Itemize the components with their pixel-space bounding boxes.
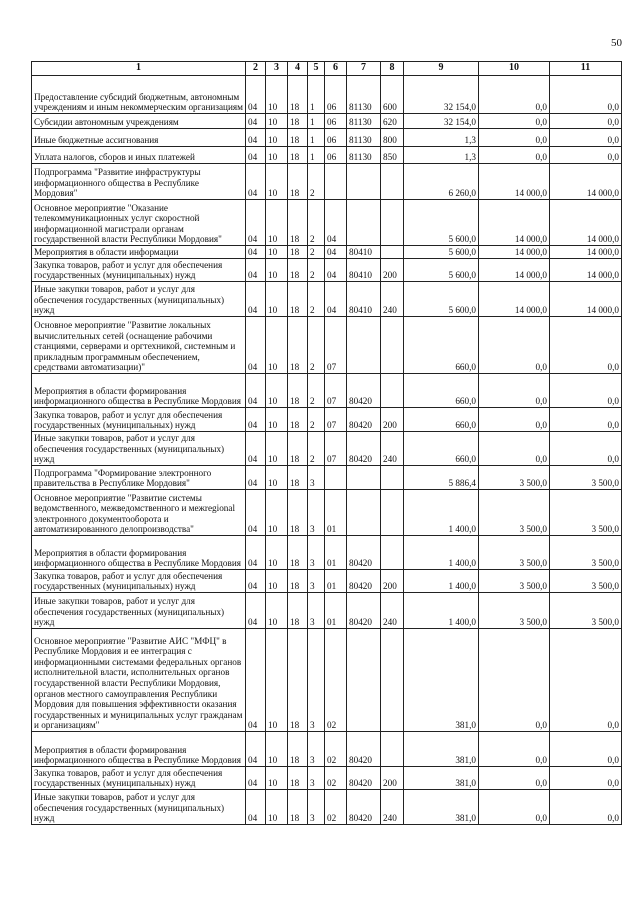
amount-year-1: 32 154,0 [404, 76, 479, 114]
program-code: 18 [288, 246, 308, 259]
column-header: 10 [479, 62, 550, 76]
row-name: Уплата налогов, сборов и иных платежей [32, 147, 246, 164]
column-header: 4 [288, 62, 308, 76]
amount-year-2: 3 500,0 [479, 536, 550, 570]
subsection-code: 10 [266, 767, 288, 790]
section-code: 04 [246, 732, 266, 767]
table-row [32, 76, 622, 114]
program-code: 18 [288, 76, 308, 114]
expense-type-code [381, 317, 404, 374]
section-code: 04 [246, 114, 266, 129]
amount-year-2: 3 500,0 [479, 593, 550, 629]
section-code: 04 [246, 147, 266, 164]
amount-year-3: 3 500,0 [550, 593, 622, 629]
expense-type-code [381, 246, 404, 259]
activity-code: 04 [325, 282, 347, 317]
section-code: 04 [246, 164, 266, 200]
section-code: 04 [246, 317, 266, 374]
subsection-code: 10 [266, 147, 288, 164]
subprogram-code: 1 [308, 114, 325, 129]
amount-year-3: 0,0 [550, 114, 622, 129]
section-code: 04 [246, 408, 266, 432]
activity-code: 02 [325, 629, 347, 732]
program-code: 18 [288, 114, 308, 129]
row-name: Подпрограмма "Развитие инфраструктуры информационного общества в Республике Мордовия" [32, 164, 246, 200]
column-header: 2 [246, 62, 266, 76]
expense-type-code: 850 [381, 147, 404, 164]
section-code: 04 [246, 200, 266, 246]
section-code: 04 [246, 246, 266, 259]
subsection-code: 10 [266, 490, 288, 536]
subprogram-code: 2 [308, 317, 325, 374]
subsection-code: 10 [266, 408, 288, 432]
amount-year-3: 0,0 [550, 790, 622, 825]
amount-year-1: 660,0 [404, 374, 479, 408]
amount-year-3: 14 000,0 [550, 259, 622, 282]
target-code: 80420 [347, 536, 381, 570]
activity-code: 07 [325, 432, 347, 466]
amount-year-2: 0,0 [479, 408, 550, 432]
amount-year-1: 1 400,0 [404, 570, 479, 593]
amount-year-3: 0,0 [550, 767, 622, 790]
target-code: 80420 [347, 593, 381, 629]
subsection-code: 10 [266, 570, 288, 593]
table-row [32, 164, 622, 200]
target-code [347, 629, 381, 732]
section-code: 04 [246, 282, 266, 317]
subprogram-code: 1 [308, 129, 325, 147]
subprogram-code: 3 [308, 629, 325, 732]
subprogram-code: 1 [308, 147, 325, 164]
program-code: 18 [288, 408, 308, 432]
header-row [32, 62, 622, 76]
table-row [32, 282, 622, 317]
subprogram-code: 2 [308, 200, 325, 246]
row-name: Иные бюджетные ассигнования [32, 129, 246, 147]
row-name: Закупка товаров, работ и услуг для обеспечения государственных (муниципальных) нужд [32, 259, 246, 282]
subprogram-code: 3 [308, 466, 325, 490]
table-row [32, 593, 622, 629]
table-row [32, 466, 622, 490]
program-code: 18 [288, 570, 308, 593]
row-name: Основное мероприятие "Развитие АИС "МФЦ" в Республике Мордовия и ее интеграция с информационными системами федеральных органов исполнительной власти, исполнительных органов государственной власти Республики Мордовия, органов местного самоуправления Республики Мордовия для повышения эффективности оказания государственных и муниципальных услуг гражданам и организациям" [32, 629, 246, 732]
program-code: 18 [288, 767, 308, 790]
amount-year-1: 1 400,0 [404, 536, 479, 570]
table-row [32, 147, 622, 164]
activity-code: 04 [325, 259, 347, 282]
subsection-code: 10 [266, 246, 288, 259]
amount-year-2: 0,0 [479, 629, 550, 732]
activity-code: 01 [325, 536, 347, 570]
amount-year-1: 5 600,0 [404, 282, 479, 317]
activity-code: 06 [325, 114, 347, 129]
section-code: 04 [246, 259, 266, 282]
table-row [32, 490, 622, 536]
subsection-code: 10 [266, 164, 288, 200]
amount-year-2: 0,0 [479, 374, 550, 408]
expense-type-code: 240 [381, 282, 404, 317]
column-header: 1 [32, 62, 246, 76]
subsection-code: 10 [266, 432, 288, 466]
subsection-code: 10 [266, 593, 288, 629]
target-code [347, 164, 381, 200]
expense-type-code: 200 [381, 259, 404, 282]
expense-type-code [381, 374, 404, 408]
table-row [32, 629, 622, 732]
program-code: 18 [288, 164, 308, 200]
subsection-code: 10 [266, 790, 288, 825]
expense-type-code: 620 [381, 114, 404, 129]
target-code: 81130 [347, 147, 381, 164]
amount-year-3: 14 000,0 [550, 282, 622, 317]
page-number: 50 [611, 37, 622, 49]
amount-year-3: 0,0 [550, 374, 622, 408]
target-code: 81130 [347, 114, 381, 129]
table-row [32, 129, 622, 147]
column-header: 8 [381, 62, 404, 76]
activity-code: 06 [325, 129, 347, 147]
target-code: 80420 [347, 732, 381, 767]
amount-year-1: 381,0 [404, 629, 479, 732]
amount-year-2: 0,0 [479, 767, 550, 790]
subprogram-code: 3 [308, 570, 325, 593]
row-name: Основное мероприятие "Оказание телекоммуникационных услуг скоростной информационной магистрали органам государственной власти Республики Мордовия" [32, 200, 246, 246]
expense-type-code: 800 [381, 129, 404, 147]
program-code: 18 [288, 629, 308, 732]
amount-year-1: 381,0 [404, 767, 479, 790]
subsection-code: 10 [266, 200, 288, 246]
amount-year-2: 14 000,0 [479, 164, 550, 200]
subprogram-code: 3 [308, 732, 325, 767]
column-header: 6 [325, 62, 347, 76]
table-row [32, 790, 622, 825]
amount-year-1: 381,0 [404, 790, 479, 825]
amount-year-2: 14 000,0 [479, 259, 550, 282]
target-code: 80420 [347, 570, 381, 593]
amount-year-2: 0,0 [479, 732, 550, 767]
amount-year-1: 1 400,0 [404, 593, 479, 629]
row-name: Предоставление субсидий бюджетным, автономным учреждениям и иным некоммерческим организациям [32, 76, 246, 114]
program-code: 18 [288, 466, 308, 490]
row-name: Мероприятия в области информации [32, 246, 246, 259]
table-row [32, 408, 622, 432]
activity-code: 06 [325, 76, 347, 114]
subsection-code: 10 [266, 114, 288, 129]
activity-code [325, 466, 347, 490]
amount-year-1: 6 260,0 [404, 164, 479, 200]
subprogram-code: 2 [308, 374, 325, 408]
section-code: 04 [246, 570, 266, 593]
amount-year-2: 0,0 [479, 317, 550, 374]
amount-year-1: 660,0 [404, 408, 479, 432]
activity-code: 04 [325, 200, 347, 246]
expense-type-code [381, 732, 404, 767]
amount-year-3: 3 500,0 [550, 536, 622, 570]
target-code [347, 317, 381, 374]
section-code: 04 [246, 629, 266, 732]
table-row [32, 432, 622, 466]
amount-year-1: 5 600,0 [404, 259, 479, 282]
subsection-code: 10 [266, 466, 288, 490]
amount-year-3: 0,0 [550, 432, 622, 466]
amount-year-1: 1 400,0 [404, 490, 479, 536]
subprogram-code: 3 [308, 536, 325, 570]
amount-year-3: 0,0 [550, 147, 622, 164]
activity-code: 06 [325, 147, 347, 164]
amount-year-1: 1,3 [404, 129, 479, 147]
amount-year-2: 3 500,0 [479, 570, 550, 593]
row-name: Закупка товаров, работ и услуг для обеспечения государственных (муниципальных) нужд [32, 767, 246, 790]
subprogram-code: 2 [308, 282, 325, 317]
amount-year-3: 0,0 [550, 629, 622, 732]
amount-year-3: 3 500,0 [550, 570, 622, 593]
subsection-code: 10 [266, 732, 288, 767]
row-name: Мероприятия в области формирования информационного общества в Республике Мордовия [32, 374, 246, 408]
amount-year-2: 0,0 [479, 147, 550, 164]
column-header: 11 [550, 62, 622, 76]
target-code: 81130 [347, 129, 381, 147]
target-code: 80410 [347, 259, 381, 282]
row-name: Закупка товаров, работ и услуг для обеспечения государственных (муниципальных) нужд [32, 570, 246, 593]
subsection-code: 10 [266, 536, 288, 570]
section-code: 04 [246, 790, 266, 825]
program-code: 18 [288, 593, 308, 629]
amount-year-1: 32 154,0 [404, 114, 479, 129]
program-code: 18 [288, 374, 308, 408]
expense-type-code: 240 [381, 432, 404, 466]
table-row [32, 114, 622, 129]
program-code: 18 [288, 200, 308, 246]
target-code [347, 490, 381, 536]
expense-type-code: 200 [381, 570, 404, 593]
subprogram-code: 3 [308, 790, 325, 825]
amount-year-3: 14 000,0 [550, 200, 622, 246]
row-name: Субсидии автономным учреждениям [32, 114, 246, 129]
amount-year-2: 14 000,0 [479, 246, 550, 259]
program-code: 18 [288, 536, 308, 570]
expense-type-code [381, 466, 404, 490]
target-code: 80420 [347, 408, 381, 432]
activity-code: 07 [325, 374, 347, 408]
expense-type-code: 240 [381, 593, 404, 629]
amount-year-1: 5 886,4 [404, 466, 479, 490]
program-code: 18 [288, 732, 308, 767]
table-row [32, 767, 622, 790]
subprogram-code: 2 [308, 408, 325, 432]
row-name: Иные закупки товаров, работ и услуг для обеспечения государственных (муниципальных) нужд [32, 790, 246, 825]
section-code: 04 [246, 536, 266, 570]
amount-year-3: 14 000,0 [550, 164, 622, 200]
subprogram-code: 2 [308, 259, 325, 282]
section-code: 04 [246, 76, 266, 114]
table-row [32, 200, 622, 246]
amount-year-2: 14 000,0 [479, 282, 550, 317]
expense-type-code: 240 [381, 790, 404, 825]
section-code: 04 [246, 593, 266, 629]
amount-year-2: 3 500,0 [479, 490, 550, 536]
target-code: 80410 [347, 246, 381, 259]
section-code: 04 [246, 374, 266, 408]
amount-year-3: 0,0 [550, 317, 622, 374]
amount-year-1: 660,0 [404, 317, 479, 374]
program-code: 18 [288, 790, 308, 825]
activity-code: 01 [325, 490, 347, 536]
table-row [32, 732, 622, 767]
amount-year-3: 0,0 [550, 732, 622, 767]
table-body [32, 76, 622, 825]
activity-code: 01 [325, 593, 347, 629]
program-code: 18 [288, 490, 308, 536]
subprogram-code: 2 [308, 246, 325, 259]
target-code: 80420 [347, 374, 381, 408]
expense-type-code [381, 164, 404, 200]
row-name: Закупка товаров, работ и услуг для обеспечения государственных (муниципальных) нужд [32, 408, 246, 432]
row-name: Мероприятия в области формирования информационного общества в Республике Мордовия [32, 732, 246, 767]
subprogram-code: 3 [308, 490, 325, 536]
program-code: 18 [288, 282, 308, 317]
target-code: 80420 [347, 432, 381, 466]
amount-year-2: 0,0 [479, 76, 550, 114]
subprogram-code: 2 [308, 164, 325, 200]
section-code: 04 [246, 129, 266, 147]
column-header: 7 [347, 62, 381, 76]
amount-year-2: 14 000,0 [479, 200, 550, 246]
amount-year-3: 0,0 [550, 408, 622, 432]
program-code: 18 [288, 259, 308, 282]
program-code: 18 [288, 432, 308, 466]
table-row [32, 570, 622, 593]
target-code [347, 466, 381, 490]
row-name: Иные закупки товаров, работ и услуг для обеспечения государственных (муниципальных) нужд [32, 282, 246, 317]
expense-type-code: 600 [381, 76, 404, 114]
section-code: 04 [246, 767, 266, 790]
expense-type-code: 200 [381, 408, 404, 432]
activity-code: 02 [325, 732, 347, 767]
amount-year-2: 0,0 [479, 114, 550, 129]
subsection-code: 10 [266, 76, 288, 114]
program-code: 18 [288, 129, 308, 147]
amount-year-1: 5 600,0 [404, 200, 479, 246]
amount-year-2: 0,0 [479, 432, 550, 466]
subsection-code: 10 [266, 317, 288, 374]
table-row [32, 374, 622, 408]
target-code [347, 200, 381, 246]
row-name: Основное мероприятие "Развитие системы ведомственного, межведомственного и межregional электронного документооборота и автоматизированного делопроизводства" [32, 490, 246, 536]
expense-type-code [381, 200, 404, 246]
activity-code [325, 164, 347, 200]
subsection-code: 10 [266, 374, 288, 408]
amount-year-3: 0,0 [550, 129, 622, 147]
amount-year-3: 0,0 [550, 76, 622, 114]
table-row [32, 259, 622, 282]
row-name: Основное мероприятие "Развитие локальных вычислительных сетей (оснащение рабочими станциями, серверами и оргтехникой, системным и прикладным программным обеспечением, средствами автоматизации)" [32, 317, 246, 374]
activity-code: 02 [325, 790, 347, 825]
subprogram-code: 2 [308, 432, 325, 466]
column-header: 3 [266, 62, 288, 76]
column-header: 5 [308, 62, 325, 76]
amount-year-3: 3 500,0 [550, 466, 622, 490]
target-code: 80410 [347, 282, 381, 317]
budget-table [31, 61, 622, 825]
expense-type-code [381, 490, 404, 536]
target-code: 80420 [347, 790, 381, 825]
subsection-code: 10 [266, 629, 288, 732]
column-header: 9 [404, 62, 479, 76]
amount-year-1: 381,0 [404, 732, 479, 767]
subprogram-code: 3 [308, 767, 325, 790]
subsection-code: 10 [266, 129, 288, 147]
expense-type-code: 200 [381, 767, 404, 790]
activity-code: 01 [325, 570, 347, 593]
amount-year-2: 0,0 [479, 129, 550, 147]
expense-type-code [381, 536, 404, 570]
activity-code: 07 [325, 408, 347, 432]
program-code: 18 [288, 317, 308, 374]
amount-year-1: 660,0 [404, 432, 479, 466]
activity-code: 07 [325, 317, 347, 374]
amount-year-2: 0,0 [479, 790, 550, 825]
table-row [32, 317, 622, 374]
row-name: Иные закупки товаров, работ и услуг для обеспечения государственных (муниципальных) нужд [32, 593, 246, 629]
table-row [32, 536, 622, 570]
target-code: 81130 [347, 76, 381, 114]
subsection-code: 10 [266, 259, 288, 282]
subprogram-code: 1 [308, 76, 325, 114]
amount-year-1: 5 600,0 [404, 246, 479, 259]
section-code: 04 [246, 432, 266, 466]
amount-year-3: 3 500,0 [550, 490, 622, 536]
section-code: 04 [246, 466, 266, 490]
section-code: 04 [246, 490, 266, 536]
expense-type-code [381, 629, 404, 732]
activity-code: 02 [325, 767, 347, 790]
program-code: 18 [288, 147, 308, 164]
row-name: Подпрограмма "Формирование электронного правительства в Республике Мордовия" [32, 466, 246, 490]
row-name: Мероприятия в области формирования информационного общества в Республике Мордовия [32, 536, 246, 570]
target-code: 80420 [347, 767, 381, 790]
amount-year-2: 3 500,0 [479, 466, 550, 490]
row-name: Иные закупки товаров, работ и услуг для обеспечения государственных (муниципальных) нужд [32, 432, 246, 466]
subsection-code: 10 [266, 282, 288, 317]
amount-year-1: 1,3 [404, 147, 479, 164]
amount-year-3: 14 000,0 [550, 246, 622, 259]
subprogram-code: 3 [308, 593, 325, 629]
table-row [32, 246, 622, 259]
activity-code: 04 [325, 246, 347, 259]
